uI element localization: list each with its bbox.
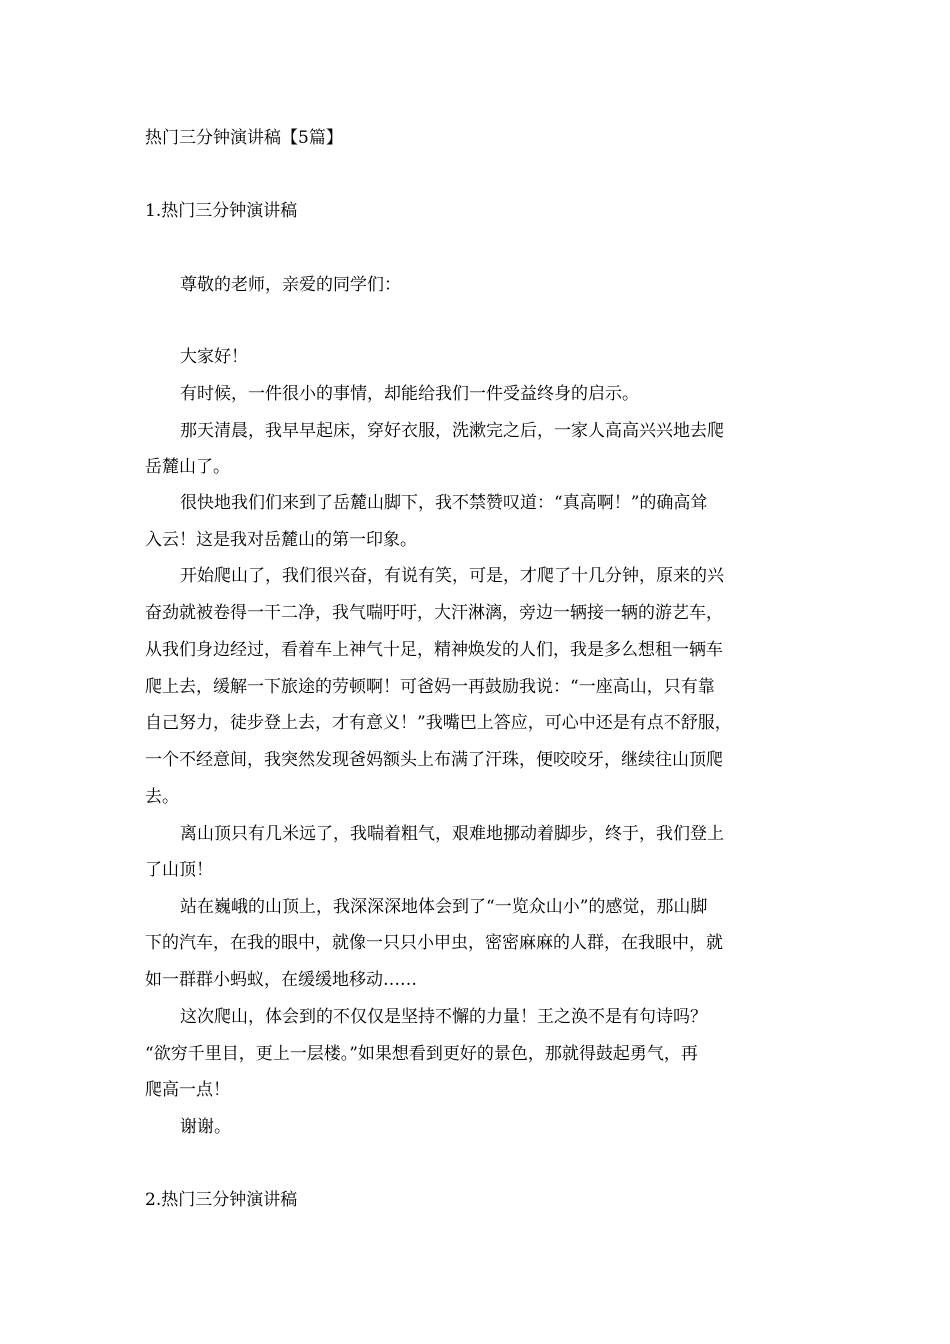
paragraph-line: 入云！这是我对岳麓山的第一印象。 [145, 530, 417, 550]
paragraph-line: 奋劲就被卷得一干二净，我气喘吁吁，大汗淋漓，旁边一辆接一辆的游艺车， [145, 603, 723, 623]
paragraph-line: 有时候，一件很小的事情，却能给我们一件受益终身的启示。 [180, 384, 639, 404]
paragraph-line: 一个不经意间，我突然发现爸妈额头上布满了汗珠，便咬咬牙，继续往山顶爬 [145, 750, 723, 770]
paragraph-line: 这次爬山，体会到的不仅仅是坚持不懈的力量！王之涣不是有句诗吗？ [180, 1007, 707, 1027]
paragraph-line: 下的汽车，在我的眼中，就像一只只小甲虫，密密麻麻的人群，在我眼中，就 [145, 933, 723, 953]
section-2-heading: 2.热门三分钟演讲稿 [145, 1190, 298, 1210]
paragraph-line: 了山顶！ [145, 860, 213, 880]
paragraph-line: 从我们身边经过，看着车上神气十足，精神焕发的人们，我是多么想租一辆车 [145, 640, 723, 660]
paragraph-line: 那天清晨，我早早起床，穿好衣服，洗漱完之后，一家人高高兴兴地去爬 [180, 421, 724, 441]
paragraph-line: 大家好！ [180, 347, 248, 367]
paragraph-line: 很快地我们们来到了岳麓山脚下，我不禁赞叹道：“真高啊！”的确高耸 [180, 493, 708, 513]
paragraph-line: 爬高一点！ [145, 1080, 230, 1100]
document-title: 热门三分钟演讲稿【5篇】 [145, 128, 343, 148]
paragraph-line: “欲穷千里目，更上一层楼。”如果想看到更好的景色，那就得鼓起勇气，再 [145, 1044, 698, 1064]
paragraph-line: 站在巍峨的山顶上，我深深深地体会到了“一览众山小”的感觉，那山脚 [180, 897, 708, 917]
paragraph-line: 爬上去，缓解一下旅途的劳顿啊！可爸妈一再鼓励我说：“一座高山，只有靠 [145, 677, 715, 697]
paragraph-line: 如一群群小蚂蚁，在缓缓地移动…… [145, 970, 417, 990]
paragraph-line: 谢谢。 [180, 1117, 231, 1137]
paragraph-line: 去。 [145, 787, 179, 807]
paragraph-line: 岳麓山了。 [145, 457, 230, 477]
section-1-heading: 1.热门三分钟演讲稿 [145, 201, 298, 221]
paragraph-line: 自己努力，徒步登上去，才有意义！”我嘴巴上答应，可心中还是有点不舒服， [145, 713, 732, 733]
salutation: 尊敬的老师，亲爱的同学们： [180, 275, 401, 295]
paragraph-line: 离山顶只有几米远了，我喘着粗气，艰难地挪动着脚步，终于，我们登上 [180, 824, 724, 844]
paragraph-line: 开始爬山了，我们很兴奋，有说有笑，可是，才爬了十几分钟，原来的兴 [180, 566, 724, 586]
